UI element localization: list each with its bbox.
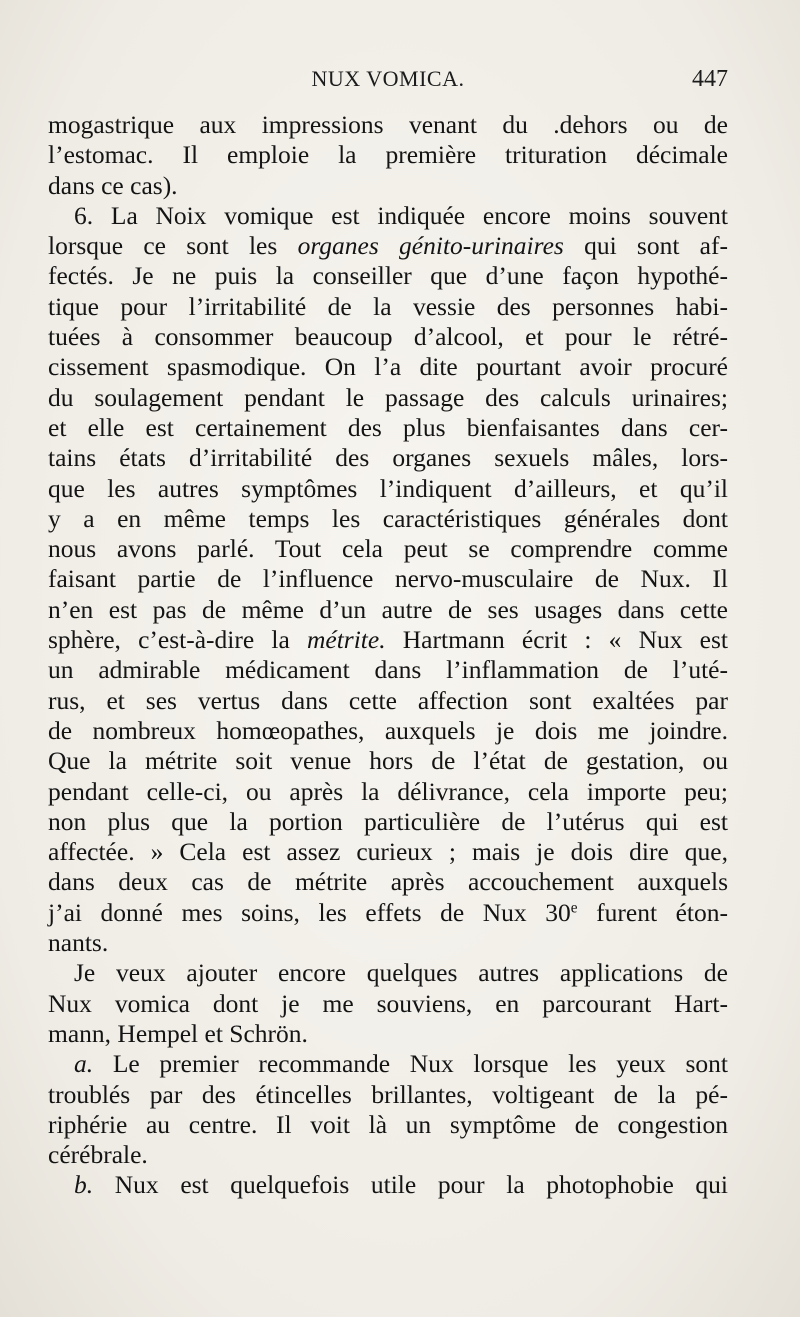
- text-line-content: tuées à consommer beaucoup d’alcool, et pour le rétré-: [48, 322, 728, 352]
- text-line: [48, 564, 728, 594]
- text-line: [48, 474, 728, 504]
- text-line: [48, 110, 728, 140]
- text-line-content: de nombreux homœopathes, auxquels je dois me joindre.: [48, 715, 728, 745]
- page-number: 447: [692, 66, 728, 92]
- text-line: [48, 504, 728, 534]
- text-line-content: troublés par des étincelles brillantes, voltigeant de la pé-: [48, 1079, 728, 1109]
- text-line-content: y a en même temps les caractéristiques générales dont: [48, 503, 728, 533]
- text-line-content: tains états d’irritabilité des organes sexuels mâles, lors-: [48, 443, 728, 473]
- text-line-content: nants.: [48, 928, 109, 958]
- text-line-content: non plus que la portion particulière de l’utérus qui est: [48, 806, 728, 836]
- text-line-content: et elle est certainement des plus bienfaisantes dans cer-: [48, 412, 728, 442]
- text-line: [48, 201, 728, 231]
- text-line-content: Que la métrite soit venue hors de l’état de gestation, ou: [48, 746, 728, 776]
- text-line: [48, 534, 728, 564]
- text-line-content: cérébrale.: [48, 1140, 148, 1170]
- text-line-content: 6. La Noix vomique est indiquée encore moins souvent: [74, 200, 728, 230]
- text-line-content: lorsque ce sont les: [48, 231, 298, 261]
- text-line: [48, 777, 728, 807]
- text-line-content: cissement spasmodique. On l’a dite pourtant avoir procuré: [48, 352, 728, 382]
- text-line: [48, 171, 728, 201]
- text-line-content: n’en est pas de même d’un autre de ses usages dans cette: [48, 594, 728, 624]
- text-line-content: dans deux cas de métrite après accouchement auxquels: [48, 867, 728, 897]
- superscript: e: [570, 899, 578, 917]
- text-line: [48, 383, 728, 413]
- text-line: [48, 686, 728, 716]
- text-line: [48, 1080, 728, 1110]
- text-line: [48, 746, 728, 776]
- text-line-content: dans ce cas).: [48, 170, 178, 200]
- text-line: [48, 292, 728, 322]
- text-line: [48, 322, 728, 352]
- text-line: [48, 807, 728, 837]
- text-line-content: furent éton-: [577, 897, 728, 927]
- text-line: [48, 1170, 728, 1200]
- text-line-content: Le premier recommande Nux lorsque les yeux sont: [93, 1049, 728, 1079]
- text-line-content: tique pour l’irritabilité de la vessie des personnes habi-: [48, 291, 728, 321]
- running-title: NUX VOMICA.: [311, 66, 465, 91]
- text-line: [48, 1049, 728, 1079]
- text-line: [48, 1019, 728, 1049]
- text-line: [48, 1140, 728, 1170]
- text-line: [48, 837, 728, 867]
- text-line: [48, 716, 728, 746]
- text-line-content: j’ai donné mes soins, les effets de Nux 30: [48, 897, 571, 927]
- text-line: [48, 655, 728, 685]
- text-line-content: pendant celle-ci, ou après la délivrance, cela importe peu;: [48, 776, 728, 806]
- text-line-content: mann, Hempel et Schrön.: [48, 1018, 308, 1048]
- text-line-content: fectés. Je ne puis la conseiller que d’une façon hypothé-: [48, 261, 728, 291]
- text-line-content: du soulagement pendant le passage des calculs urinaires;: [48, 382, 728, 412]
- italic-term: organes génito-urinaires: [297, 231, 564, 261]
- italic-term: a.: [74, 1049, 94, 1079]
- text-line: [48, 352, 728, 382]
- text-line: [48, 928, 728, 958]
- text-line: [48, 989, 728, 1019]
- text-line-content: mogastrique aux impressions venant du .dehors ou de: [48, 110, 728, 139]
- text-line-content: affectée. » Cela est assez curieux ; mais je dois dire que,: [48, 837, 728, 867]
- text-line-content: riphérie au centre. Il voit là un symptôme de congestion: [48, 1109, 728, 1139]
- text-line-content: Nux vomica dont je me souviens, en parcourant Hart-: [48, 988, 728, 1018]
- text-line-content: rus, et ses vertus dans cette affection sont exaltées par: [48, 685, 728, 715]
- text-line-content: Nux est quelquefois utile pour la photophobie qui: [93, 1170, 728, 1200]
- text-line-content: faisant partie de l’influence nervo-musculaire de Nux. Il: [48, 564, 728, 594]
- italic-term: b.: [74, 1170, 94, 1200]
- text-line: [48, 898, 728, 928]
- page-header: [48, 62, 728, 96]
- body-text: [48, 110, 728, 1201]
- text-line: [48, 413, 728, 443]
- text-line: [48, 140, 728, 170]
- text-line: [48, 595, 728, 625]
- text-line-content: que les autres symptômes l’indiquent d’ailleurs, et qu’il: [48, 473, 728, 503]
- italic-term: métrite.: [306, 625, 386, 655]
- text-line: [48, 1110, 728, 1140]
- text-line-content: l’estomac. Il emploie la première trituration décimale: [48, 140, 728, 170]
- text-line-content: un admirable médicament dans l’inflammation de l’uté-: [48, 655, 728, 685]
- text-line-content: Je veux ajouter encore quelques autres applications de: [74, 958, 728, 988]
- text-line: [48, 958, 728, 988]
- text-line-content: Hartmann écrit : « Nux est: [385, 625, 728, 655]
- text-line-content: sphère, c’est-à-dire la: [48, 625, 307, 655]
- text-line: [48, 443, 728, 473]
- text-line: [48, 261, 728, 291]
- text-line: [48, 625, 728, 655]
- text-line: [48, 231, 728, 261]
- text-line-content: qui sont af-: [563, 231, 728, 261]
- text-line-content: nous avons parlé. Tout cela peut se comprendre comme: [48, 534, 728, 564]
- text-line: [48, 867, 728, 897]
